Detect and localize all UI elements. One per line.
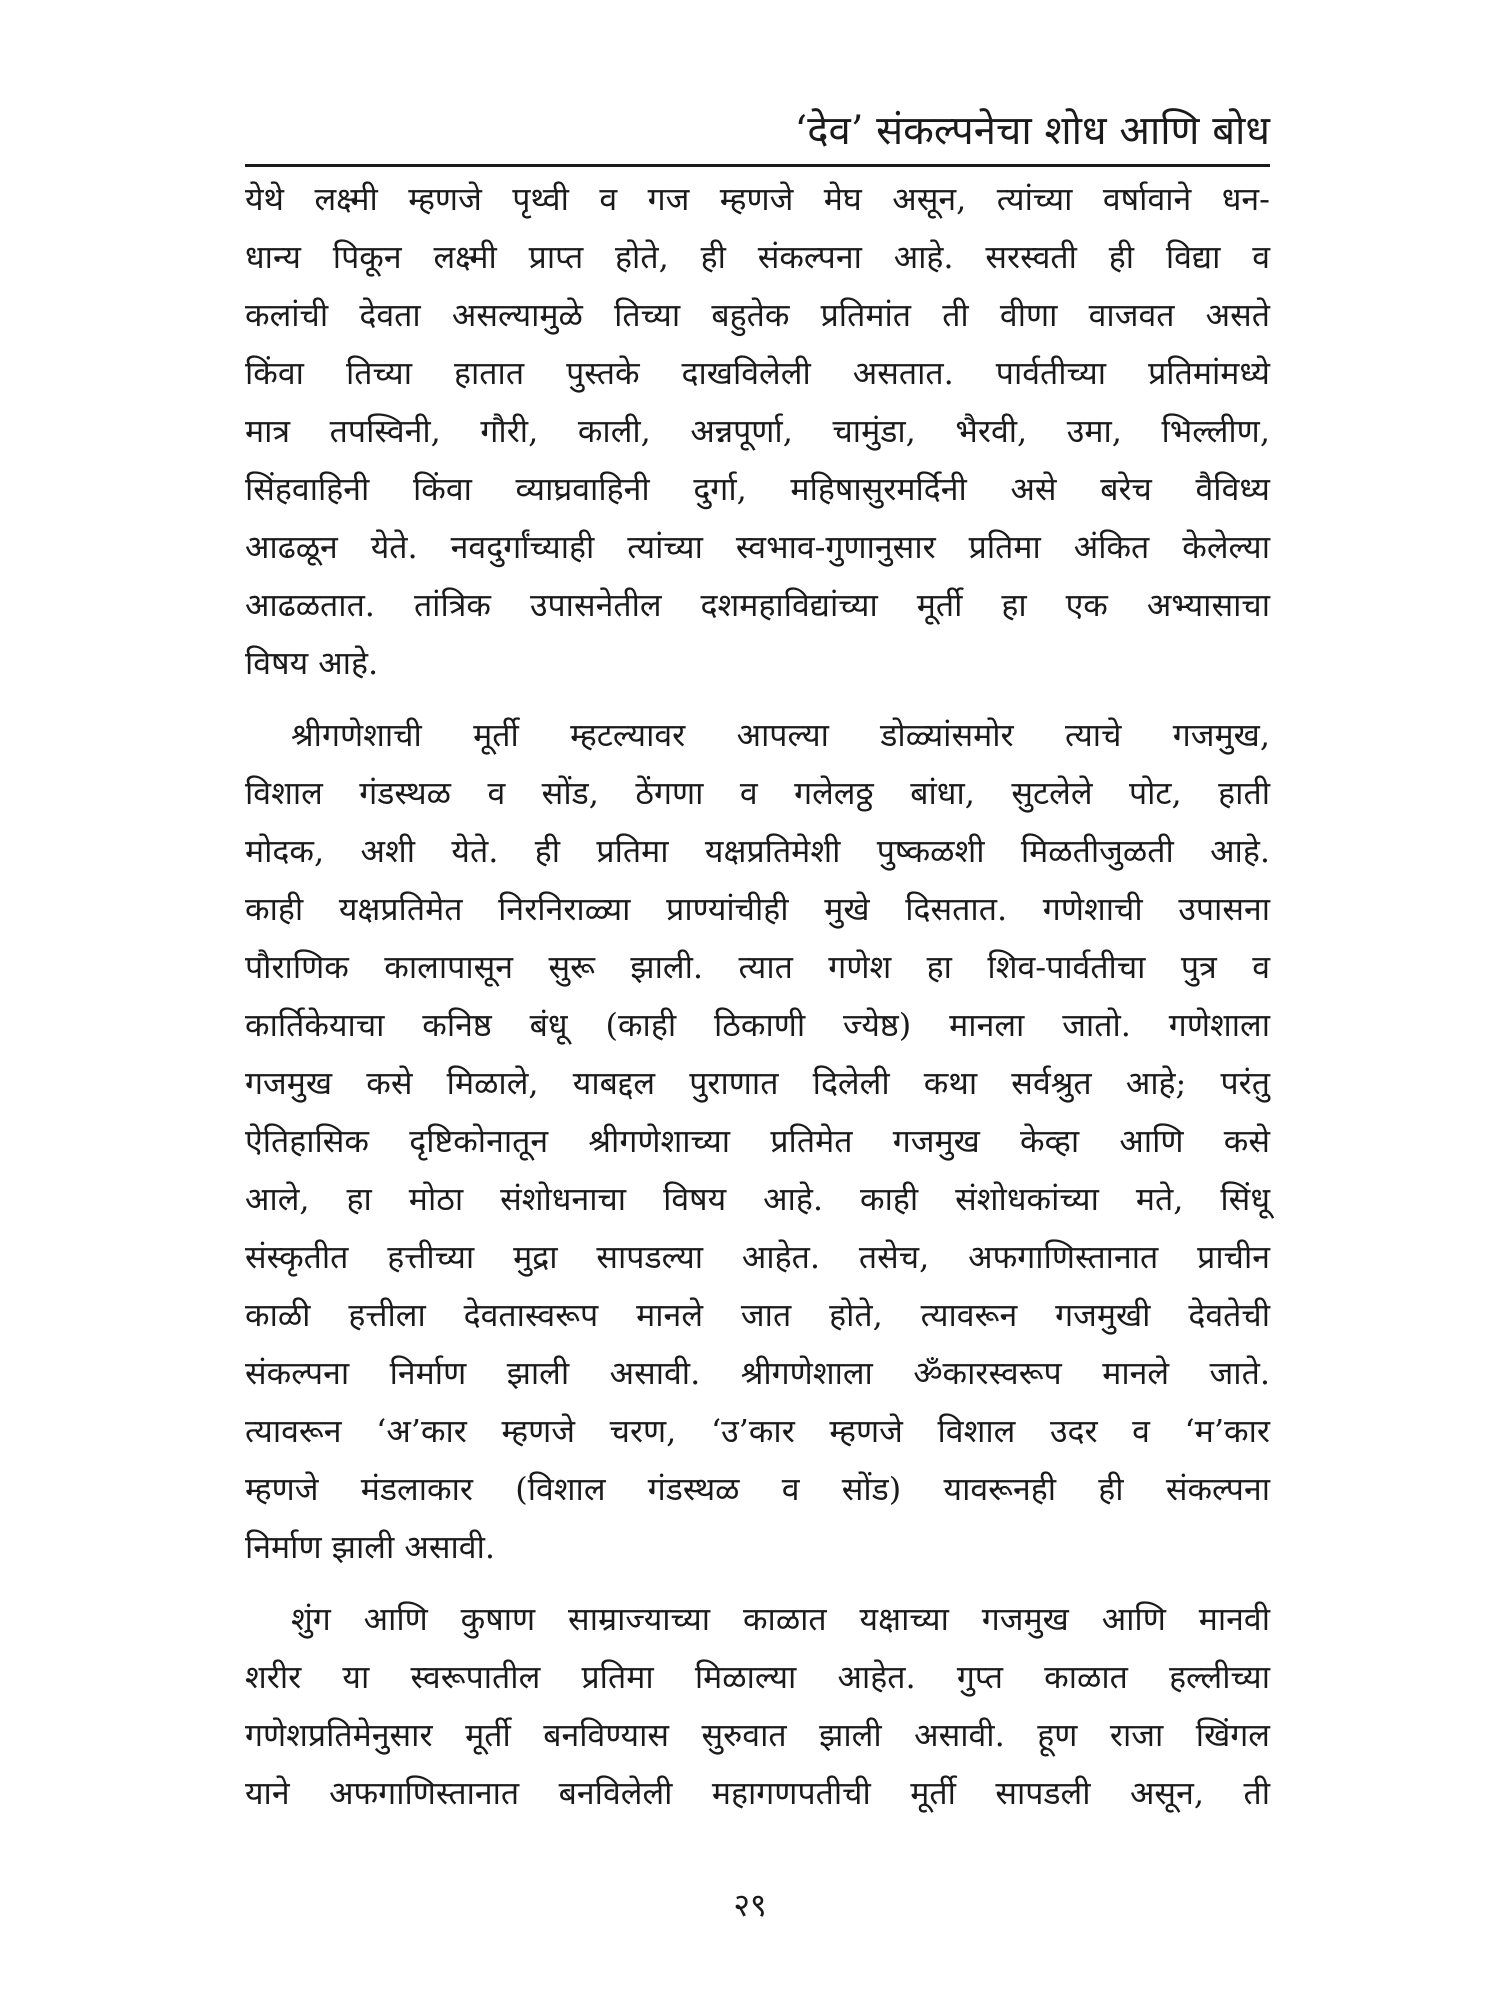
paragraph (245, 170, 1270, 692)
page-number: २९ (733, 1886, 767, 1924)
text-line: विशाल गंडस्थळ व सोंड, ठेंगणा व गलेलठ्ठ बांधा, सुटलेले पोट, हाती (245, 774, 1270, 812)
text-line: निर्माण झाली असावी. (245, 1528, 496, 1566)
text-line: श्रीगणेशाची मूर्ती म्हटल्यावर आपल्या डोळ्यांसमोर त्याचे गजमुख, (291, 716, 1270, 754)
running-header: ‘देव’ संकल्पनेचा शोध आणि बोध (794, 108, 1270, 154)
text-line: मात्र तपस्विनी, गौरी, काली, अन्नपूर्णा, चामुंडा, भैरवी, उमा, भिल्लीण, (245, 412, 1270, 450)
text-line: ऐतिहासिक दृष्टिकोनातून श्रीगणेशाच्या प्रतिमेत गजमुख केव्हा आणि कसे (245, 1122, 1270, 1160)
text-line: त्यावरून ‘अ’कार म्हणजे चरण, ‘उ’कार म्हणजे विशाल उदर व ‘म’कार (245, 1412, 1270, 1450)
text-line: किंवा तिच्या हातात पुस्तके दाखविलेली असतात. पार्वतीच्या प्रतिमांमध्ये (245, 354, 1270, 392)
text-line: गणेशप्रतिमेनुसार मूर्ती बनविण्यास सुरुवात झाली असावी. हूण राजा खिंगल (245, 1716, 1270, 1754)
text-line: कलांची देवता असल्यामुळे तिच्या बहुतेक प्रतिमांत ती वीणा वाजवत असते (245, 296, 1270, 334)
text-line: काही यक्षप्रतिमेत निरनिराळ्या प्राण्यांचीही मुखे दिसतात. गणेशाची उपासना (245, 890, 1270, 928)
paragraph (245, 706, 1270, 1576)
text-line: पौराणिक कालापासून सुरू झाली. त्यात गणेश हा शिव-पार्वतीचा पुत्र व (245, 948, 1270, 986)
paragraph-gap (245, 692, 1270, 706)
body-text (245, 170, 1270, 1822)
text-line: मोदक, अशी येते. ही प्रतिमा यक्षप्रतिमेशी पुष्कळशी मिळतीजुळती आहे. (245, 832, 1270, 870)
text-line: आढळतात. तांत्रिक उपासनेतील दशमहाविद्यांच्या मूर्ती हा एक अभ्यासाचा (245, 586, 1270, 624)
paragraph-gap (245, 1576, 1270, 1590)
text-line: संस्कृतीत हत्तीच्या मुद्रा सापडल्या आहेत. तसेच, अफगाणिस्तानात प्राचीन (245, 1238, 1270, 1276)
text-line: आढळून येते. नवदुर्गांच्याही त्यांच्या स्वभाव-गुणानुसार प्रतिमा अंकित केलेल्या (245, 528, 1270, 566)
text-line: गजमुख कसे मिळाले, याबद्दल पुराणात दिलेली कथा सर्वश्रुत आहे; परंतु (245, 1064, 1270, 1102)
text-line: विषय आहे. (245, 644, 379, 682)
header-rule (245, 164, 1270, 167)
text-line: येथे लक्ष्मी म्हणजे पृथ्वी व गज म्हणजे मेघ असून, त्यांच्या वर्षावाने धन- (245, 180, 1270, 218)
text-line: म्हणजे मंडलाकार (विशाल गंडस्थळ व सोंड) यावरूनही ही संकल्पना (245, 1470, 1270, 1508)
paragraph (245, 1590, 1270, 1822)
text-line: शुंग आणि कुषाण साम्राज्याच्या काळात यक्षाच्या गजमुख आणि मानवी (291, 1600, 1270, 1638)
text-line: संकल्पना निर्माण झाली असावी. श्रीगणेशाला ॐकारस्वरूप मानले जाते. (245, 1354, 1270, 1392)
text-line: धान्य पिकून लक्ष्मी प्राप्त होते, ही संकल्पना आहे. सरस्वती ही विद्या व (245, 238, 1270, 276)
text-line: काळी हत्तीला देवतास्वरूप मानले जात होते, त्यावरून गजमुखी देवतेची (245, 1296, 1270, 1334)
text-line: आले, हा मोठा संशोधनाचा विषय आहे. काही संशोधकांच्या मते, सिंधू (245, 1180, 1270, 1218)
text-line: याने अफगाणिस्तानात बनविलेली महागणपतीची मूर्ती सापडली असून, ती (245, 1774, 1270, 1812)
text-line: कार्तिकेयाचा कनिष्ठ बंधू (काही ठिकाणी ज्येष्ठ) मानला जातो. गणेशाला (245, 1006, 1270, 1044)
text-line: शरीर या स्वरूपातील प्रतिमा मिळाल्या आहेत. गुप्त काळात हल्लीच्या (245, 1658, 1270, 1696)
text-line: सिंहवाहिनी किंवा व्याघ्रवाहिनी दुर्गा, महिषासुरमर्दिनी असे बरेच वैविध्य (245, 470, 1270, 508)
